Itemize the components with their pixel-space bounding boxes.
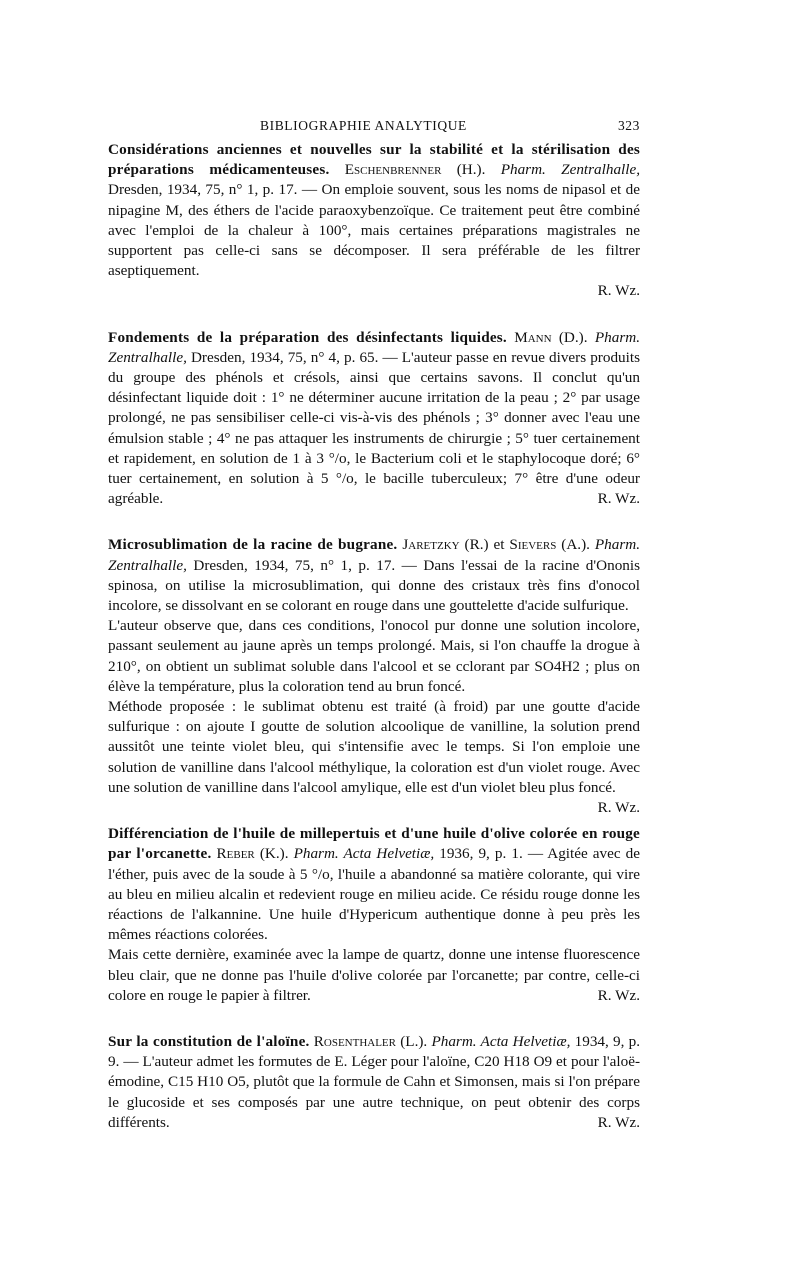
article-1-signature: R. Wz.: [597, 282, 640, 300]
article-2-citation: Dresden, 1934, 75, n° 4, p. 65. —: [190, 348, 398, 366]
article-5-body: L'auteur admet les formutes de E. Léger pour l'aloïne, C20 H18 O9 et pour l'aloë-émodine, C15 H10 O5, plutôt que la formule de Cahn et Simonsen, mais si l'on prépare le glucoside et ses composés par une autre technique, on peut obtenir des corps différents.: [108, 1053, 641, 1131]
article-1-author: Eschenbrenner: [344, 161, 442, 179]
article-1: [108, 140, 640, 302]
article-5-author-initial: (L.).: [400, 1032, 428, 1050]
article-4-author: Reber: [216, 845, 255, 863]
running-title: BIBLIOGRAPHIE ANALYTIQUE: [260, 118, 467, 133]
running-header: [108, 118, 640, 140]
article-3-heading: Microsublimation de la racine de bugrane.: [108, 536, 398, 554]
article-3-citation: Dresden, 1934, 75, n° 1, p. 17. —: [193, 556, 417, 574]
article-1-body: On emploie souvent, sous les noms de nipasol et de nipagine M, des éthers de l'acide paraoxybenzoïque. Ce traitement peut être combiné avec l'emploi de la chaleur à 100°, mais certaines préparations magistrales ne supportent pas celle-ci sans se décomposer. Il sera préférable de les filtrer aseptiquement.: [108, 181, 641, 280]
page-number: 323: [617, 118, 640, 133]
article-3-author-2: Sievers: [509, 536, 557, 554]
article-3-author-initial: (R.): [464, 536, 489, 554]
article-4-paragraph-2: Mais cette dernière, examinée avec la lampe de quartz, donne une intense fluorescence bleu clair, que ne donne pas l'huile d'olive colorée par l'orcanette; par contre, celle-ci colore en rouge le papier à filtrer.: [108, 946, 640, 1004]
article-3-journal: Pharm. Zentralhalle,: [108, 536, 641, 574]
article-3: [108, 535, 641, 817]
article-1-citation: Dresden, 1934, 75, n° 1, p. 17. —: [108, 181, 318, 199]
article-2-heading: Fondements de la préparation des désinfectants liquides.: [108, 328, 507, 346]
article-4-journal: Pharm. Acta Helvetiæ,: [293, 845, 435, 863]
article-2-signature: R. Wz.: [597, 490, 640, 508]
article-4: [108, 824, 640, 1006]
article-2-journal: Pharm. Zentralhalle,: [108, 328, 640, 366]
article-3-paragraph-3: Méthode proposée : le sublimat obtenu est traité (à froid) par une goutte d'acide sulfurique : on ajoute I goutte de solution alcoolique de vanilline, la solution prend aussitôt une teinte violet bleu, qui s'intensifie avec le temps. Si l'on emploie une solution de vanilline dans l'alcool méthylique, la coloration est d'un violet rouge. Avec une solution de vanilline dans l'alcool amylique, elle est d'un violet bleu plus foncé.: [108, 698, 640, 796]
article-5-citation: 1934, 9, p. 9. —: [108, 1032, 641, 1071]
page: [108, 118, 640, 1133]
article-4-body: Agitée avec de l'éther, puis avec de la soude à 5 °/o, l'huile a abandonné sa matière colorante, qui vire au bleu en milieu alcalin et redevient rouge en milieu acide. Ce résidu rouge donne les réactions de l'alkannine. Une huile d'Hypericum authentique donne à peu près les mêmes réactions colorées.: [108, 845, 641, 944]
article-4-signature: R. Wz.: [597, 986, 640, 1004]
article-1-journal: Pharm. Zentralhalle,: [500, 161, 641, 179]
article-3-signature: R. Wz.: [597, 799, 640, 817]
article-5-heading: Sur la constitution de l'aloïne.: [108, 1032, 310, 1050]
article-4-citation: 1936, 9, p. 1. —: [439, 845, 544, 863]
article-2-body: L'auteur passe en revue divers produits du groupe des phénols et crésols, ainsi que certains savons. Il conclut qu'un désinfectant liquide doit : 1° ne déterminer aucune irritation de la peau ; 2° par usage prolongé, ne pas sensibiliser celle-ci vis-à-vis des phénols ; 3° donner avec l'eau une émulsion stable ; 4° ne pas attaquer les instruments de chirurgie ; 5° tuer certainement et rapidement, en solution de 1 à 3 °/o, le Bacterium coli et le staphylocoque doré; 6° tuer certainement, en solution à 5 °/o, le bacille tuberculeux; 7° être d'une odeur agréable.: [108, 348, 640, 508]
article-3-body: Dans l'essai de la racine d'Ononis spinosa, on utilise la microsublimation, qui donne des cristaux très fins d'onocol incolore, se dissolvant en se colorant en rouge dans une gouttelette d'acide sulfurique.: [108, 556, 641, 615]
article-4-author-initial: (K.).: [259, 845, 289, 863]
article-5-author: Rosenthaler: [313, 1032, 396, 1050]
article-3-author-2-initial: (A.).: [561, 536, 590, 554]
article-1-author-initial: (H.).: [456, 161, 486, 179]
article-2-author-initial: (D.).: [558, 328, 588, 346]
article-3-connector: et: [493, 536, 505, 554]
article-5-journal: Pharm. Acta Helvetiæ,: [431, 1032, 571, 1050]
article-5-signature: R. Wz.: [597, 1113, 640, 1131]
article-3-author: Jaretzky: [402, 536, 460, 554]
article-1-heading: Considérations anciennes et nouvelles sur la stabilité et la stérilisation des préparations médicamenteuses.: [108, 141, 640, 179]
article-2-author: Mann: [514, 328, 552, 346]
article-2: [108, 328, 640, 510]
article-4-heading: Différenciation de l'huile de millepertuis et d'une huile d'olive colorée en rouge par l'orcanette.: [108, 825, 640, 863]
article-5: [108, 1032, 640, 1133]
article-3-paragraph-2: L'auteur observe que, dans ces conditions, l'onocol pur donne une solution incolore, passant seulement au jaune après un temps prolongé. Mais, si l'on chauffe la drogue à 210°, on obtient un sublimat soluble dans l'alcool et se cclorant par SO4H2 ; plus on élève la température, plus la coloration tend au brun foncé.: [108, 617, 640, 695]
